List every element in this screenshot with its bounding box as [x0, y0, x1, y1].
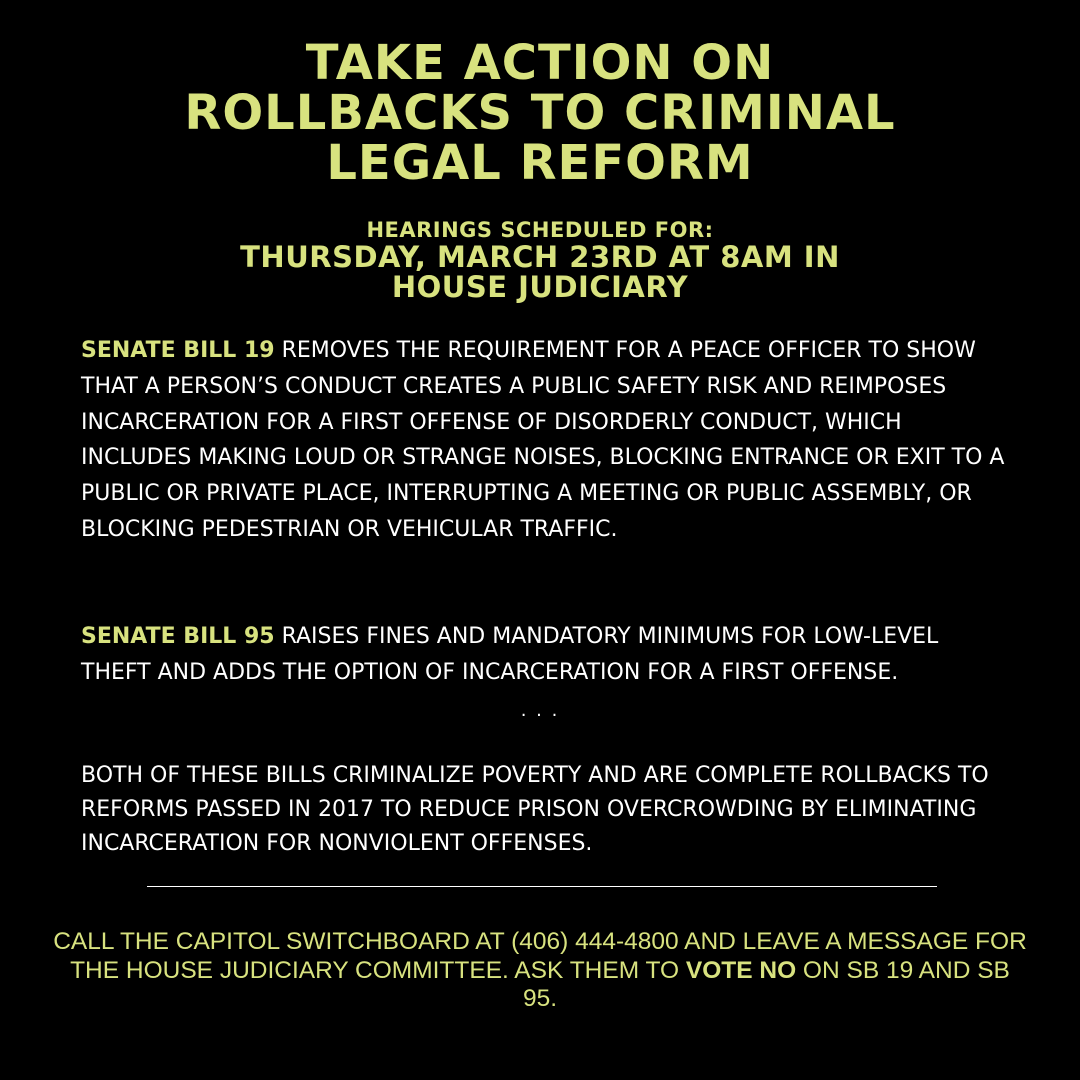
- hearing-date: [0, 242, 1080, 302]
- hearing-date-line-2: HOUSE JUDICIARY: [391, 270, 689, 304]
- bill-19-name: SENATE BILL 19: [81, 338, 275, 363]
- bill-95-description: RAISES FINES AND MANDATORY MINIMUMS FOR LOW-LEVEL THEFT AND ADDS THE OPTION OF INCARCERATION FOR A FIRST OFFENSE.: [81, 624, 939, 685]
- horizontal-divider: [147, 886, 937, 887]
- summary-paragraph: BOTH OF THESE BILLS CRIMINALIZE POVERTY AND ARE COMPLETE ROLLBACKS TO REFORMS PASSED IN 2017 TO REDUCE PRISON OVERCROWDING BY ELIMINATING INCARCERATION FOR NONVIOLENT OFFENSES.: [81, 763, 989, 856]
- hearing-date-line-1: THURSDAY, MARCH 23RD AT 8AM IN: [240, 240, 840, 274]
- title-line-3: LEGAL REFORM: [326, 135, 754, 191]
- bill-19-description: REMOVES THE REQUIREMENT FOR A PEACE OFFICER TO SHOW THAT A PERSON’S CONDUCT CREATES A PUBLIC SAFETY RISK AND REIMPOSES INCARCERATION FOR A FIRST OFFENSE OF DISORDERLY CONDUCT, WHICH INCLUDES MAKING LOUD OR STRANGE NOISES, BLOCKING ENTRANCE OR EXIT TO A PUBLIC OR PRIVATE PLACE, INTERRUPTING A MEETING OR PUBLIC ASSEMBLY, OR BLOCKING PEDESTRIAN OR VEHICULAR TRAFFIC.: [81, 338, 1005, 542]
- title-line-2: ROLLBACKS TO CRIMINAL: [184, 85, 896, 141]
- cta-tail: ON SB 19 AND SB 95.: [522, 956, 1010, 1012]
- bill-95-paragraph: [81, 619, 1011, 691]
- page-title: [0, 35, 1080, 191]
- cta-vote-no: VOTE NO: [685, 956, 797, 984]
- ellipsis-separator: . . .: [520, 700, 560, 721]
- title-line-1: TAKE ACTION ON: [305, 35, 775, 91]
- cta-lead: CALL THE CAPITOL SWITCHBOARD AT (406) 444-4800 AND LEAVE A MESSAGE FOR THE HOUSE JUDICIARY COMMITTEE. ASK THEM TO: [53, 928, 1027, 984]
- bill-19-paragraph: [81, 333, 1011, 548]
- call-to-action: [50, 928, 1030, 1014]
- hearing-label: HEARINGS SCHEDULED FOR:: [366, 218, 714, 242]
- bill-95-name: SENATE BILL 95: [81, 624, 275, 649]
